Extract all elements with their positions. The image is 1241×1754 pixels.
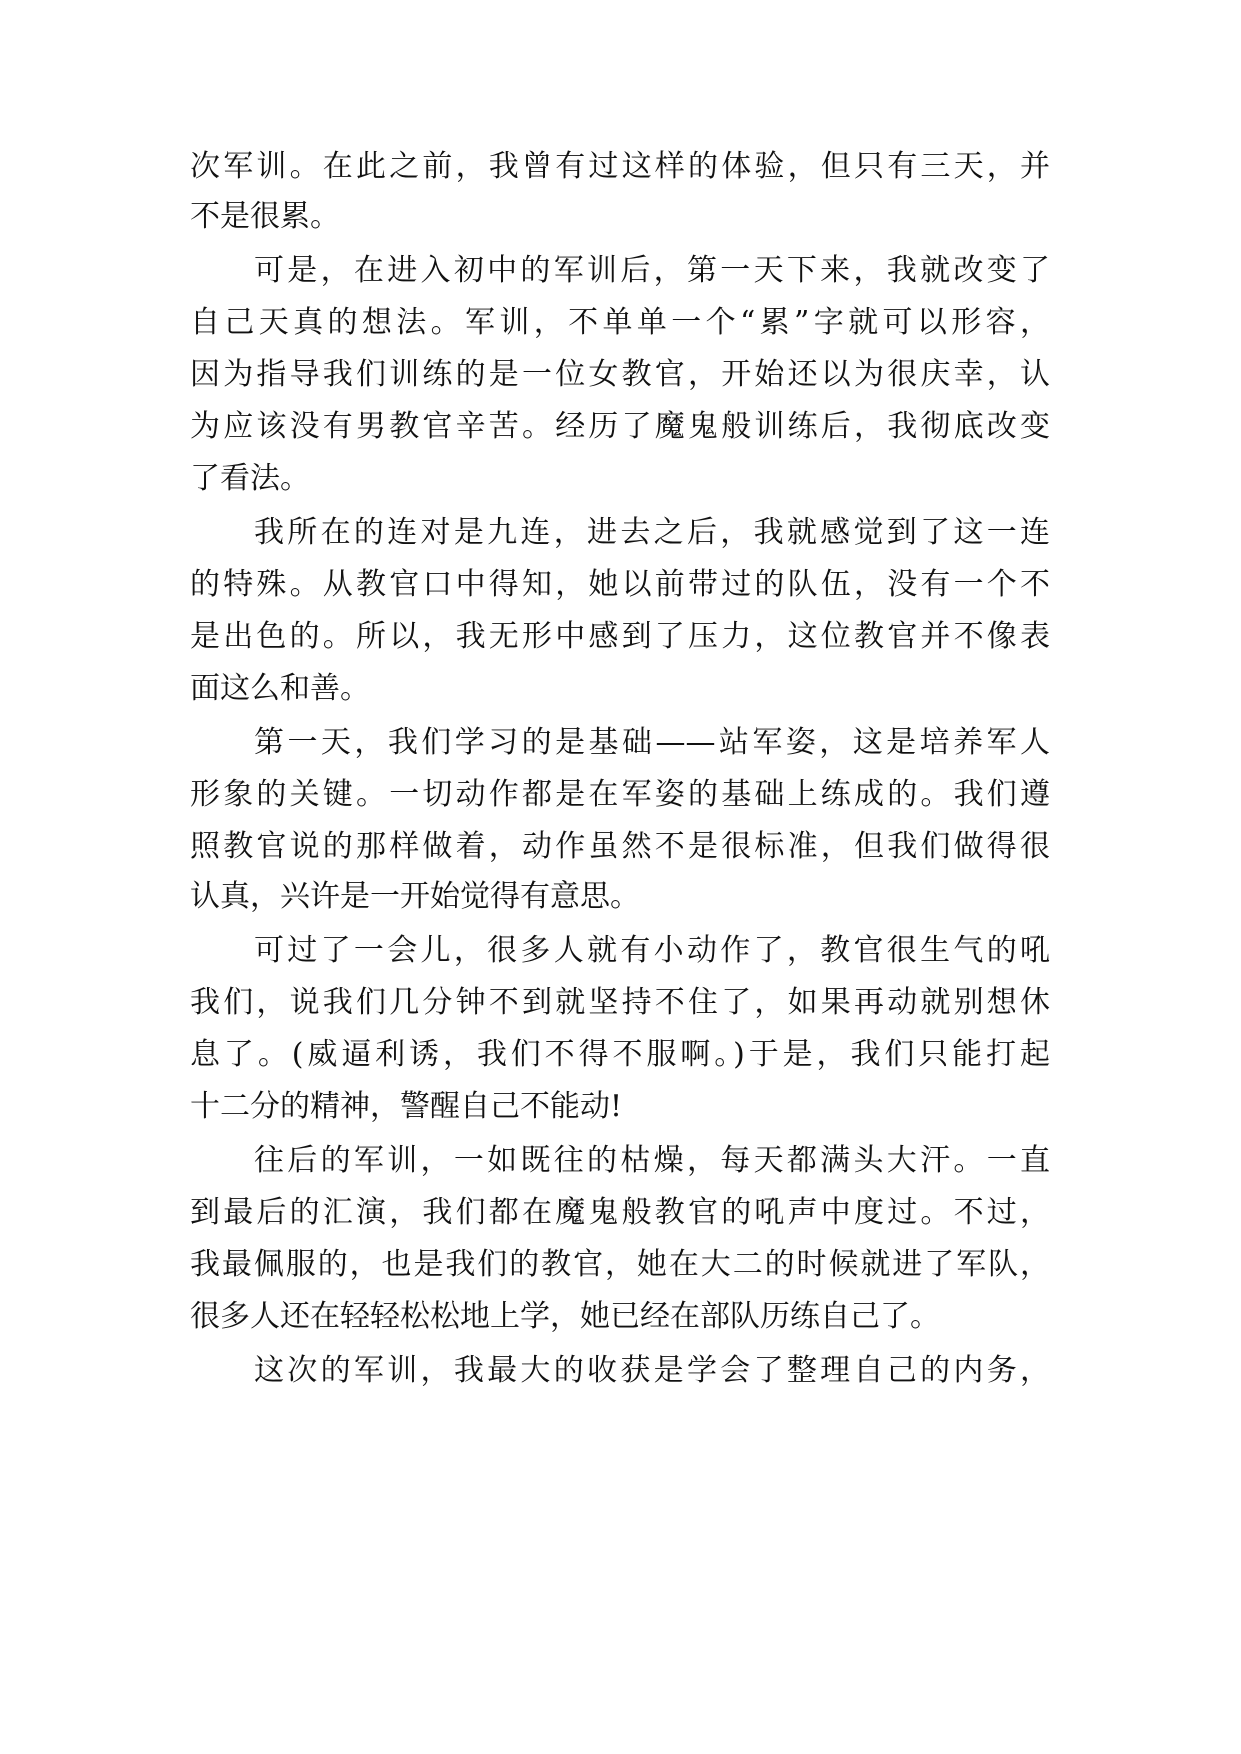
text-line: 可是，在进入初中的军训后，第一天下来，我就改变了 [254, 253, 1050, 288]
text-line: 往后的军训，一如既往的枯燥，每天都满头大汗。一直 [254, 1143, 1050, 1178]
text-line: 我们，说我们几分钟不到就坚持不住了，如果再动就别想休 [190, 985, 1050, 1020]
text-line: 可过了一会儿，很多人就有小动作了，教官很生气的吼 [254, 933, 1050, 968]
text-line: 息了。(威逼利诱，我们不得不服啊。)于是，我们只能打起 [190, 1037, 1050, 1072]
text-line: 面这么和善。 [190, 671, 370, 706]
text-line: 为应该没有男教官辛苦。经历了魔鬼般训练后，我彻底改变 [190, 409, 1050, 444]
text-line: 了看法。 [190, 461, 310, 496]
text-line: 第一天，我们学习的是基础——站军姿，这是培养军人 [254, 725, 1050, 760]
text-line: 因为指导我们训练的是一位女教官，开始还以为很庆幸，认 [190, 357, 1050, 392]
text-line: 认真，兴许是一开始觉得有意思。 [190, 879, 640, 914]
text-line: 很多人还在轻轻松松地上学，她已经在部队历练自己了。 [190, 1299, 940, 1334]
text-line: 形象的关键。一切动作都是在军姿的基础上练成的。我们遵 [190, 777, 1050, 812]
text-line: 到最后的汇演，我们都在魔鬼般教官的吼声中度过。不过， [190, 1195, 1050, 1230]
text-line: 次军训。在此之前，我曾有过这样的体验，但只有三天，并 [190, 149, 1050, 184]
text-line: 不是很累。 [190, 199, 340, 234]
text-line: 是出色的。所以，我无形中感到了压力，这位教官并不像表 [190, 619, 1050, 654]
text-line: 十二分的精神，警醒自己不能动! [190, 1089, 623, 1124]
text-line: 我所在的连对是九连，进去之后，我就感觉到了这一连 [254, 515, 1050, 550]
text-line: 自己天真的想法。军训，不单单一个“累”字就可以形容， [190, 305, 1050, 340]
text-line: 照教官说的那样做着，动作虽然不是很标准，但我们做得很 [190, 829, 1050, 864]
text-line: 我最佩服的，也是我们的教官，她在大二的时候就进了军队， [190, 1247, 1050, 1282]
text-line: 这次的军训，我最大的收获是学会了整理自己的内务， [254, 1353, 1050, 1388]
text-line: 的特殊。从教官口中得知，她以前带过的队伍，没有一个不 [190, 567, 1050, 602]
